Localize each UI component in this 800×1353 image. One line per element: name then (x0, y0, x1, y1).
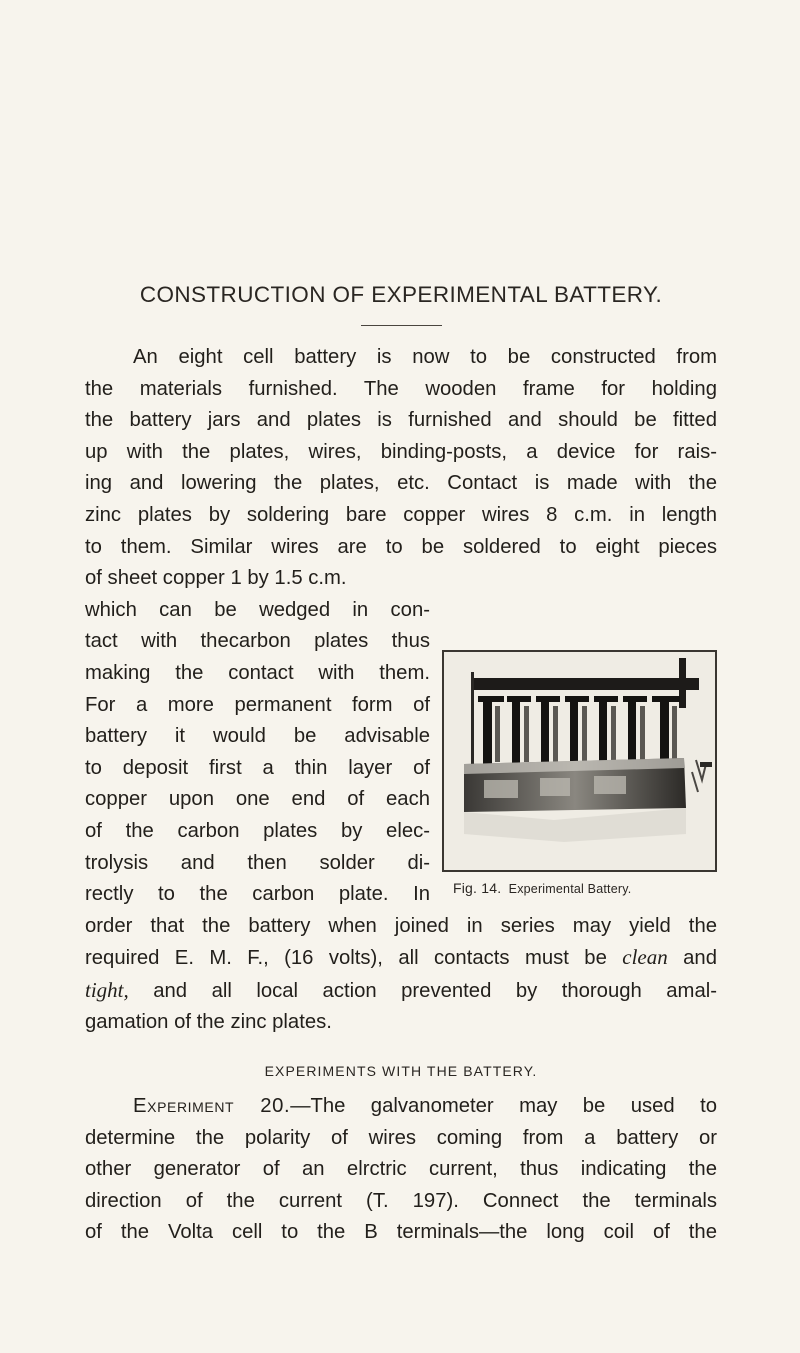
text-line: An eight cell battery is now to be constructed from (133, 346, 717, 368)
text-line: up with the plates, wires, binding-posts, a device for rais- (85, 440, 717, 463)
experiment-label: Experiment 20. (133, 1095, 291, 1117)
text-line: of the Volta cell to the B terminals—the long coil of the (85, 1221, 717, 1244)
battery-figure (442, 650, 717, 872)
text-line: determine the polarity of wires coming from a battery or (85, 1126, 717, 1149)
text-segment: and all local action prevented by thorough amal- (153, 979, 717, 1002)
text-line (85, 1091, 717, 1123)
text-line: of sheet copper 1 by 1.5 c.m. (85, 567, 347, 590)
text-line: to them. Similar wires are to be soldered to eight pieces (85, 535, 717, 558)
page (85, 0, 717, 1353)
text-line: of the carbon plates by elec- (85, 819, 430, 842)
text-segment: —The galvanometer may be used to (290, 1095, 717, 1117)
text-line: copper upon one end of each (85, 788, 430, 811)
section-subheading: EXPERIMENTS WITH THE BATTERY. (264, 1063, 538, 1079)
figure-title: Experimental Battery. (508, 882, 632, 896)
text-line: to deposit first a thin layer of (85, 756, 430, 779)
text-line: the battery jars and plates is furnished and should be fitted (85, 409, 717, 432)
text-line: For a more permanent form of (85, 693, 430, 716)
text-line: order that the battery when joined in series may yield the (85, 914, 717, 937)
text-line (85, 975, 717, 1008)
text-line: ing and lowering the plates, etc. Contact is made with the (85, 472, 717, 495)
text-line: zinc plates by soldering bare copper wires 8 c.m. in length (85, 503, 717, 526)
text-line: which can be wedged in con- (85, 598, 430, 621)
text-line: direction of the current (T. 197). Connect the terminals (85, 1189, 717, 1212)
text-segment: required E. M. F., (16 volts), all contacts must be (85, 947, 607, 970)
text-line (85, 942, 717, 975)
text-line: rectly to the carbon plate. In (85, 883, 430, 906)
text-line: making the contact with them. (85, 661, 430, 684)
figure-caption (453, 880, 723, 896)
text-line: gamation of the zinc plates. (85, 1011, 332, 1034)
text-line: the materials furnished. The wooden frame for holding (85, 377, 717, 400)
battery-illustration (444, 652, 715, 870)
page-title: CONSTRUCTION OF EXPERIMENTAL BATTERY. (139, 282, 663, 307)
text-line: other generator of an elrctric current, thus indicating the (85, 1158, 717, 1181)
text-line: tact with thecarbon plates thus (85, 630, 430, 653)
text-line: battery it would be advisable (85, 725, 430, 748)
emphasis-tight: tight, (85, 977, 129, 1002)
title-rule (361, 325, 442, 326)
text-line: trolysis and then solder di- (85, 851, 430, 874)
emphasis-clean: clean (622, 945, 668, 970)
figure-number: Fig. 14. (453, 880, 502, 896)
experiment-paragraph (85, 1091, 717, 1249)
text-segment: and (683, 947, 717, 970)
